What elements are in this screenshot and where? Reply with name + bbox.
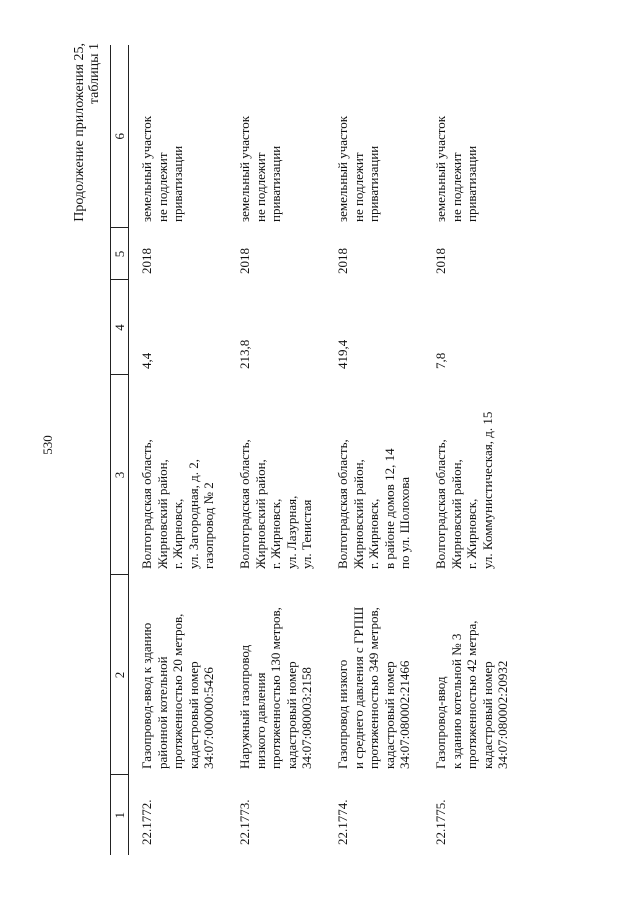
area-cell [129,280,230,375]
object-name-line: районной котельной [154,656,170,769]
address-cell [129,375,230,575]
object-name-line: кадастровый номер [283,661,299,769]
note-line: не подлежит [350,152,366,222]
row-number: 22.1775. [433,799,448,845]
note-line: земельный участок [335,115,350,222]
address-line: Жирновский район, [252,459,268,569]
address-line: г. Жирновск, [268,498,283,569]
column-header-6: 6 [111,45,129,228]
note-line: земельный участок [237,115,252,222]
table-row [327,45,425,855]
continuation-note [72,43,102,222]
object-name-line: протяженностью 20 метров, [170,613,185,769]
note-line: не подлежит [252,152,268,222]
table-row [425,45,523,855]
column-header-5: 5 [111,228,129,280]
column-header-1: 1 [111,775,129,855]
note-line: приватизации [268,145,283,222]
object-name-line: протяженностью 349 метров, [366,607,381,769]
year-cell [327,228,425,280]
table-body [129,45,524,855]
year-value: 2018 [433,248,448,274]
row-number-cell [425,775,523,855]
column-header-4: 4 [111,280,129,375]
address-line: ул. Коммунистическая, д. 15 [479,411,495,569]
address-line: газопровод № 2 [201,482,216,569]
address-line: г. Жирновск, [170,498,185,569]
object-name-line: протяженностью 130 метров, [268,607,283,769]
row-number: 22.1773. [237,799,252,845]
address-line: в районе домов 12, 14 [381,448,397,569]
row-number: 22.1774. [335,799,350,845]
note-line: не подлежит [448,152,464,222]
row-number: 22.1772. [139,799,154,845]
area-value: 419,4 [335,339,350,369]
table-header-row [111,45,129,855]
address-line: г. Жирновск, [464,498,479,569]
address-line: Волгоградская область, [237,439,252,569]
object-name-line: кадастровый номер [479,661,495,769]
object-name-cell [327,575,425,775]
object-name-line: 34:07:080002:20932 [495,660,510,769]
note-cell [229,45,327,228]
object-name-cell [425,575,523,775]
page-number: 530 [40,435,55,455]
object-name-line: Газопровод низкого [335,659,350,769]
object-name-line: 34:07:080003:2158 [299,667,314,769]
note-line: приватизации [170,145,185,222]
object-name-line: 34:07:080002:21466 [397,660,412,769]
year-value: 2018 [139,248,154,274]
table-row [229,45,327,855]
note-cell [327,45,425,228]
note-line: приватизации [464,145,479,222]
table-row [129,45,230,855]
object-name-line: и среднего давления с ГРПШ [350,606,366,769]
year-cell [229,228,327,280]
object-name-line: низкого давления [252,672,268,769]
row-number-cell [229,775,327,855]
address-line: Жирновский район, [154,459,170,569]
area-cell [229,280,327,375]
column-header-2: 2 [111,575,129,775]
area-value: 7,8 [433,352,448,369]
address-line: Волгоградская область, [139,439,154,569]
address-line: ул. Загородная, д. 2, [185,458,201,569]
note-cell [425,45,523,228]
address-line: ул. Лазурная, [283,495,299,569]
note-line: приватизации [366,145,381,222]
object-name-line: Наружный газопровод [237,644,252,769]
year-value: 2018 [335,248,350,274]
year-cell [425,228,523,280]
address-line: Жирновский район, [350,459,366,569]
object-name-line: 34:07:000000:5426 [201,667,216,769]
object-name-line: к зданию котельной № 3 [448,633,464,769]
year-value: 2018 [237,248,252,274]
address-cell [229,375,327,575]
area-cell [327,280,425,375]
note-line: земельный участок [139,115,154,222]
note-line: земельный участок [433,115,448,222]
address-cell [425,375,523,575]
row-number-cell [327,775,425,855]
address-line: г. Жирновск, [366,498,381,569]
address-line: Жирновский район, [448,459,464,569]
object-name-line: Газопровод-ввод к зданию [139,622,154,769]
object-name-line: протяженностью 42 метра, [464,620,479,769]
address-line: ул. Тенистая [299,499,314,569]
property-table [110,45,523,855]
object-name-cell [229,575,327,775]
address-line: Волгоградская область, [335,439,350,569]
area-value: 213,8 [237,339,252,369]
note-cell [129,45,230,228]
row-number-cell [129,775,230,855]
address-cell [327,375,425,575]
area-cell [425,280,523,375]
object-name-line: кадастровый номер [381,661,397,769]
year-cell [129,228,230,280]
column-header-3: 3 [111,375,129,575]
address-line: Волгоградская область, [433,439,448,569]
object-name-line: кадастровый номер [185,661,201,769]
area-value: 4,4 [139,352,154,369]
address-line: по ул. Шолохова [397,477,412,569]
note-line: не подлежит [154,152,170,222]
continuation-line: таблицы 1 [87,43,102,105]
object-name-line: Газопровод-ввод [433,676,448,769]
continuation-line: Продолжение приложения 25, [72,43,87,222]
object-name-cell [129,575,230,775]
